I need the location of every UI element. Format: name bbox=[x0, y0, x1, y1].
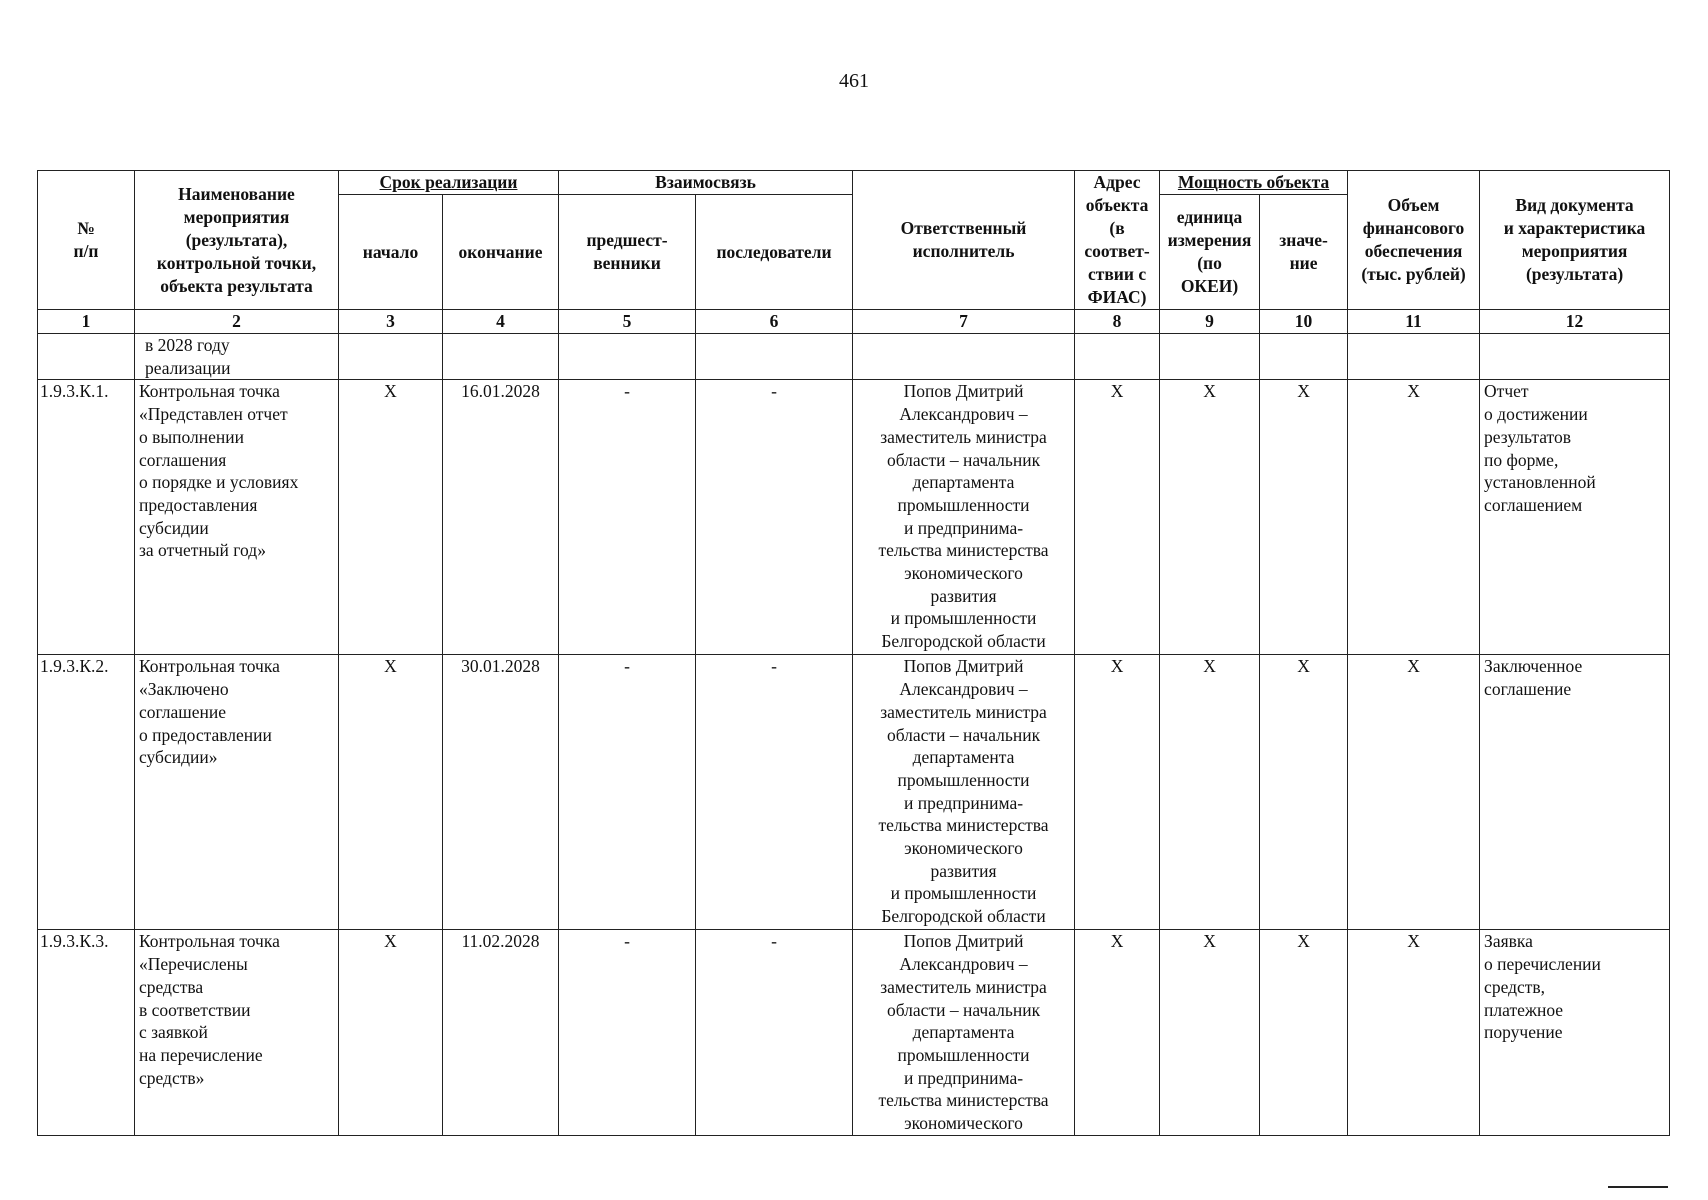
text-line: финансового bbox=[1362, 218, 1465, 238]
text-line: Объем bbox=[1387, 195, 1440, 215]
row-start: X bbox=[339, 655, 443, 930]
text-line: развития bbox=[930, 585, 997, 606]
header-end: окончание bbox=[443, 195, 559, 310]
text-line: «Перечислены bbox=[139, 954, 248, 975]
row-number: 1.9.3.К.3. bbox=[38, 930, 135, 1135]
row-successors: - bbox=[696, 930, 853, 1135]
text-line: соглашением bbox=[1484, 494, 1583, 515]
text-line: департамента bbox=[912, 1022, 1015, 1043]
header-num bbox=[38, 171, 135, 310]
text-line: обеспечения bbox=[1364, 241, 1463, 261]
row-document bbox=[1480, 380, 1670, 655]
plan-table bbox=[37, 170, 1670, 1136]
text-line: в 2028 году bbox=[145, 335, 230, 355]
text-line: мероприятия bbox=[183, 206, 290, 227]
column-number: 8 bbox=[1075, 310, 1160, 334]
column-number: 1 bbox=[38, 310, 135, 334]
text-line: экономического bbox=[904, 838, 1023, 859]
row-end: 16.01.2028 bbox=[443, 380, 559, 655]
text-line: Отчет bbox=[1484, 381, 1529, 402]
text-line: ФИАС) bbox=[1087, 287, 1147, 307]
row-predecessors: - bbox=[559, 380, 696, 655]
text-line: о перечислении bbox=[1484, 954, 1601, 975]
text-line: тельства министерства bbox=[878, 1090, 1049, 1111]
text-line: объекта bbox=[1085, 195, 1149, 215]
header-link-group: Взаимосвязь bbox=[559, 171, 853, 195]
text-line: промышленности bbox=[897, 494, 1030, 515]
text-line: результатов bbox=[1484, 426, 1571, 447]
row-responsible bbox=[853, 930, 1075, 1135]
continuation-row bbox=[38, 334, 1670, 380]
text-line: о предоставлении bbox=[139, 724, 272, 745]
text-line: объекта результата bbox=[160, 275, 313, 296]
text-line: ОКЕИ) bbox=[1180, 276, 1239, 296]
text-line: соглашения bbox=[139, 449, 227, 470]
table-row bbox=[38, 380, 1670, 655]
row-successors: - bbox=[696, 380, 853, 655]
text-line: области – начальник bbox=[886, 724, 1041, 745]
row-name bbox=[135, 655, 339, 930]
header-power-group: Мощность объекта bbox=[1160, 171, 1348, 195]
text-line: значе- bbox=[1279, 230, 1328, 250]
text-line: средств» bbox=[139, 1067, 205, 1088]
text-line: департамента bbox=[912, 472, 1015, 493]
text-line: реализации bbox=[145, 357, 231, 378]
header-predecessors bbox=[559, 195, 696, 310]
text-line: Контрольная точка bbox=[139, 381, 280, 402]
text-line: единица bbox=[1176, 207, 1243, 227]
row-end: 30.01.2028 bbox=[443, 655, 559, 930]
text-line: соглашение bbox=[1484, 679, 1572, 700]
text-line: Попов Дмитрий bbox=[903, 931, 1024, 952]
table-row bbox=[38, 655, 1670, 930]
text-line: на перечисление bbox=[139, 1044, 263, 1065]
row-address: X bbox=[1075, 930, 1160, 1135]
header-term-group: Срок реализации bbox=[339, 171, 559, 195]
text-line: о выполнении bbox=[139, 426, 244, 447]
row-value: X bbox=[1260, 380, 1348, 655]
column-number: 6 bbox=[696, 310, 853, 334]
text-line: соглашение bbox=[139, 701, 227, 722]
column-number: 11 bbox=[1348, 310, 1480, 334]
row-responsible bbox=[853, 380, 1075, 655]
row-unit: X bbox=[1160, 930, 1260, 1135]
text-line: Вид документа bbox=[1515, 195, 1634, 215]
table-header bbox=[38, 171, 1670, 334]
text-line: № bbox=[77, 218, 95, 238]
row-successors: - bbox=[696, 655, 853, 930]
text-line: развития bbox=[930, 860, 997, 881]
text-line: (в bbox=[1109, 218, 1125, 238]
column-number: 12 bbox=[1480, 310, 1670, 334]
text-line: ние bbox=[1289, 253, 1318, 273]
text-line: установленной bbox=[1484, 472, 1596, 493]
text-line: и промышленности bbox=[890, 608, 1037, 629]
text-line: «Представлен отчет bbox=[139, 404, 288, 425]
text-line: заместитель министра bbox=[880, 701, 1047, 722]
text-line: экономического bbox=[904, 563, 1023, 584]
text-line: тельства министерства bbox=[878, 540, 1049, 561]
text-line: поручение bbox=[1484, 1022, 1563, 1043]
text-line: Попов Дмитрий bbox=[903, 381, 1024, 402]
text-line: соответ- bbox=[1084, 241, 1150, 261]
row-name bbox=[135, 380, 339, 655]
text-line: и предпринима- bbox=[904, 1067, 1024, 1088]
text-line: и характеристика bbox=[1503, 218, 1646, 238]
row-start: X bbox=[339, 930, 443, 1135]
text-line: заместитель министра bbox=[880, 426, 1047, 447]
header-document bbox=[1480, 171, 1670, 310]
text-line: (результата) bbox=[1525, 264, 1624, 284]
text-line: и предпринима- bbox=[904, 517, 1024, 538]
text-line: средств, bbox=[1484, 976, 1546, 997]
text-line: субсидии» bbox=[139, 747, 218, 768]
text-line: предшест- bbox=[586, 230, 668, 250]
row-number: 1.9.3.К.2. bbox=[38, 655, 135, 930]
text-line: Заключенное bbox=[1484, 656, 1583, 677]
column-number: 7 bbox=[853, 310, 1075, 334]
text-line: области – начальник bbox=[886, 999, 1041, 1020]
text-line: Заявка bbox=[1484, 931, 1533, 952]
text-line: предоставления bbox=[139, 494, 258, 515]
text-line: промышленности bbox=[897, 769, 1030, 790]
text-line: промышленности bbox=[897, 1044, 1030, 1065]
text-line: и промышленности bbox=[890, 883, 1037, 904]
text-line: Ответственный bbox=[900, 218, 1027, 238]
text-line: Попов Дмитрий bbox=[903, 656, 1024, 677]
text-line: Наименование bbox=[178, 183, 295, 204]
row-document bbox=[1480, 655, 1670, 930]
table-row bbox=[38, 930, 1670, 1135]
row-start: X bbox=[339, 380, 443, 655]
row-document bbox=[1480, 930, 1670, 1135]
row-name bbox=[135, 930, 339, 1135]
column-number: 10 bbox=[1260, 310, 1348, 334]
table-body bbox=[38, 380, 1670, 1135]
row-responsible bbox=[853, 655, 1075, 930]
row-address: X bbox=[1075, 655, 1160, 930]
text-line: исполнитель bbox=[912, 241, 1015, 261]
text-line: Белгородской области bbox=[881, 906, 1046, 927]
text-line: и предпринима- bbox=[904, 792, 1024, 813]
text-line: с заявкой bbox=[139, 1022, 208, 1043]
text-line: измерения bbox=[1167, 230, 1252, 250]
header-finance bbox=[1348, 171, 1480, 310]
header-start: начало bbox=[339, 195, 443, 310]
text-line: экономического bbox=[904, 1113, 1023, 1134]
column-number: 4 bbox=[443, 310, 559, 334]
row-number: 1.9.3.К.1. bbox=[38, 380, 135, 655]
header-successors: последователи bbox=[696, 195, 853, 310]
text-line: платежное bbox=[1484, 999, 1564, 1020]
row-finance: X bbox=[1348, 380, 1480, 655]
header-name bbox=[135, 171, 339, 310]
text-line: средства bbox=[139, 976, 204, 997]
column-number: 9 bbox=[1160, 310, 1260, 334]
row-finance: X bbox=[1348, 930, 1480, 1135]
text-line: по форме, bbox=[1484, 449, 1559, 470]
text-line: мероприятия bbox=[1521, 241, 1628, 261]
margin-mark bbox=[1608, 1186, 1668, 1188]
text-line: (по bbox=[1197, 253, 1222, 273]
header-responsible bbox=[853, 171, 1075, 310]
text-line: «Заключено bbox=[139, 679, 229, 700]
continuation-name bbox=[135, 334, 339, 380]
header-value bbox=[1260, 195, 1348, 310]
text-line: заместитель министра bbox=[880, 976, 1047, 997]
column-number: 5 bbox=[559, 310, 696, 334]
text-line: в соответствии bbox=[139, 999, 251, 1020]
text-line: Александрович – bbox=[899, 954, 1028, 975]
column-number: 3 bbox=[339, 310, 443, 334]
text-line: области – начальник bbox=[886, 449, 1041, 470]
text-line: тельства министерства bbox=[878, 815, 1049, 836]
header-unit bbox=[1160, 195, 1260, 310]
text-line: субсидии bbox=[139, 517, 209, 538]
text-line: Александрович – bbox=[899, 679, 1028, 700]
text-line: венники bbox=[593, 253, 661, 273]
header-address bbox=[1075, 171, 1160, 310]
row-unit: X bbox=[1160, 655, 1260, 930]
text-line: Белгородской области bbox=[881, 631, 1046, 652]
row-predecessors: - bbox=[559, 655, 696, 930]
text-line: контрольной точки, bbox=[156, 252, 317, 273]
text-line: ствии с bbox=[1087, 264, 1147, 284]
text-line: о достижении bbox=[1484, 404, 1588, 425]
text-line: Контрольная точка bbox=[139, 656, 280, 677]
row-address: X bbox=[1075, 380, 1160, 655]
column-numbers-row bbox=[38, 310, 1670, 334]
page-number: 461 bbox=[839, 70, 869, 92]
row-finance: X bbox=[1348, 655, 1480, 930]
row-value: X bbox=[1260, 655, 1348, 930]
text-line: Адрес bbox=[1093, 172, 1141, 192]
text-line: (результата), bbox=[185, 229, 288, 250]
text-line: Контрольная точка bbox=[139, 931, 280, 952]
row-value: X bbox=[1260, 930, 1348, 1135]
row-unit: X bbox=[1160, 380, 1260, 655]
text-line: (тыс. рублей) bbox=[1361, 264, 1466, 284]
text-line: за отчетный год» bbox=[139, 540, 266, 561]
text-line: п/п bbox=[73, 241, 99, 261]
column-number: 2 bbox=[135, 310, 339, 334]
text-line: департамента bbox=[912, 747, 1015, 768]
row-predecessors: - bbox=[559, 930, 696, 1135]
text-line: о порядке и условиях bbox=[139, 472, 299, 493]
text-line: Александрович – bbox=[899, 404, 1028, 425]
row-end: 11.02.2028 bbox=[443, 930, 559, 1135]
